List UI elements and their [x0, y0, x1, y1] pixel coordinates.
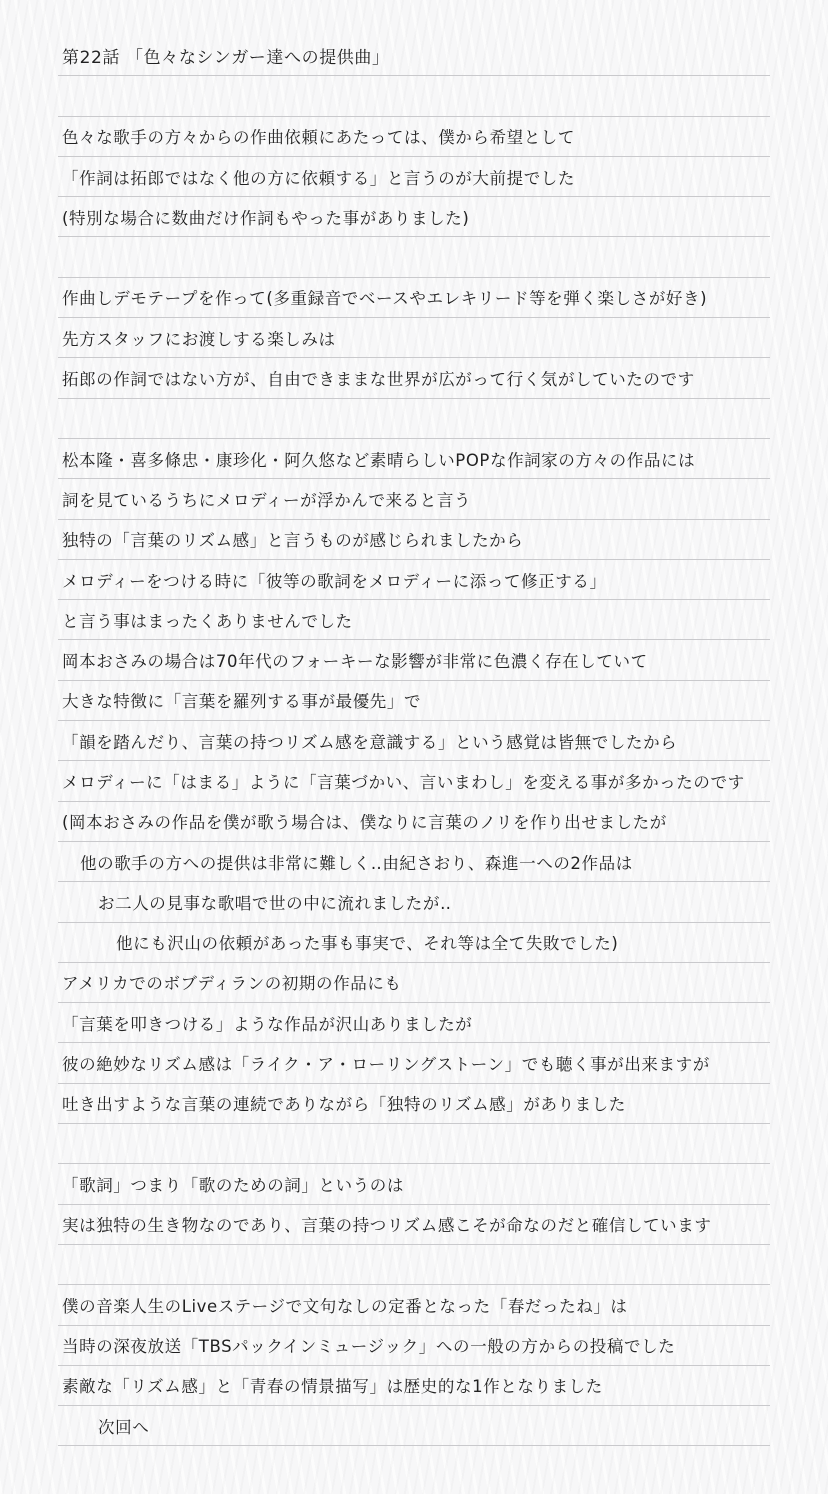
next-episode-link[interactable]: 次回へ: [58, 1406, 770, 1446]
text-line-blank: [58, 1245, 770, 1285]
text-line: アメリカでのボブディランの初期の作品にも: [58, 963, 770, 1003]
text-line: 作曲しデモテープを作って(多重録音でベースやエレキリード等を弾く楽しさが好き): [58, 278, 770, 318]
text-line-blank: [58, 76, 770, 116]
text-line: 岡本おさみの場合は70年代のフォーキーな影響が非常に色濃く存在していて: [58, 640, 770, 680]
text-line: 彼の絶妙なリズム感は「ライク・ア・ローリングストーン」でも聴く事が出来ますが: [58, 1043, 770, 1083]
text-line: 色々な歌手の方々からの作曲依頼にあたっては、僕から希望として: [58, 117, 770, 157]
text-line-indented: お二人の見事な歌唱で世の中に流れましたが‥: [58, 882, 770, 922]
text-line-blank: [58, 1124, 770, 1164]
article-title: 第22話 「色々なシンガー達への提供曲」: [58, 36, 770, 76]
text-line: 先方スタッフにお渡しする楽しみは: [58, 318, 770, 358]
text-line: 「歌詞」つまり「歌のための詞」というのは: [58, 1164, 770, 1204]
text-line-blank: [58, 237, 770, 277]
text-line: 拓郎の作詞ではない方が、自由できままな世界が広がって行く気がしていたのです: [58, 358, 770, 398]
text-line: と言う事はまったくありませんでした: [58, 600, 770, 640]
text-line: 独特の「言葉のリズム感」と言うものが感じられましたから: [58, 520, 770, 560]
text-line: 素敵な「リズム感」と「青春の情景描写」は歴史的な1作となりました: [58, 1366, 770, 1406]
text-line-indented: 他の歌手の方への提供は非常に難しく‥由紀さおり、森進一への2作品は: [58, 842, 770, 882]
text-line: (特別な場合に数曲だけ作詞もやった事がありました): [58, 197, 770, 237]
text-line: 詞を見ているうちにメロディーが浮かんで来ると言う: [58, 479, 770, 519]
text-line: 大きな特徴に「言葉を羅列する事が最優先」で: [58, 681, 770, 721]
text-line-indented: 他にも沢山の依頼があった事も事実で、それ等は全て失敗でした): [58, 923, 770, 963]
text-line: 「作詞は拓郎ではなく他の方に依頼する」と言うのが大前提でした: [58, 157, 770, 197]
text-line: 吐き出すような言葉の連続でありながら「独特のリズム感」がありました: [58, 1084, 770, 1124]
text-line: メロディーをつける時に「彼等の歌詞をメロディーに添って修正する」: [58, 560, 770, 600]
text-line: 松本隆・喜多條忠・康珍化・阿久悠など素晴らしいPOPな作詞家の方々の作品には: [58, 439, 770, 479]
text-line: 当時の深夜放送「TBSパックインミュージック」への一般の方からの投稿でした: [58, 1326, 770, 1366]
text-line: 僕の音楽人生のLiveステージで文句なしの定番となった「春だったね」は: [58, 1285, 770, 1325]
text-line: 「韻を踏んだり、言葉の持つリズム感を意識する」という感覚は皆無でしたから: [58, 721, 770, 761]
text-line: メロディーに「はまる」ように「言葉づかい、言いまわし」を変える事が多かったのです: [58, 761, 770, 801]
article-body: [58, 36, 770, 1446]
text-line: 「言葉を叩きつける」ような作品が沢山ありましたが: [58, 1003, 770, 1043]
text-line: 実は独特の生き物なのであり、言葉の持つリズム感こそが命なのだと確信しています: [58, 1205, 770, 1245]
text-line-blank: [58, 399, 770, 439]
text-line: (岡本おさみの作品を僕が歌う場合は、僕なりに言葉のノリを作り出せましたが: [58, 802, 770, 842]
